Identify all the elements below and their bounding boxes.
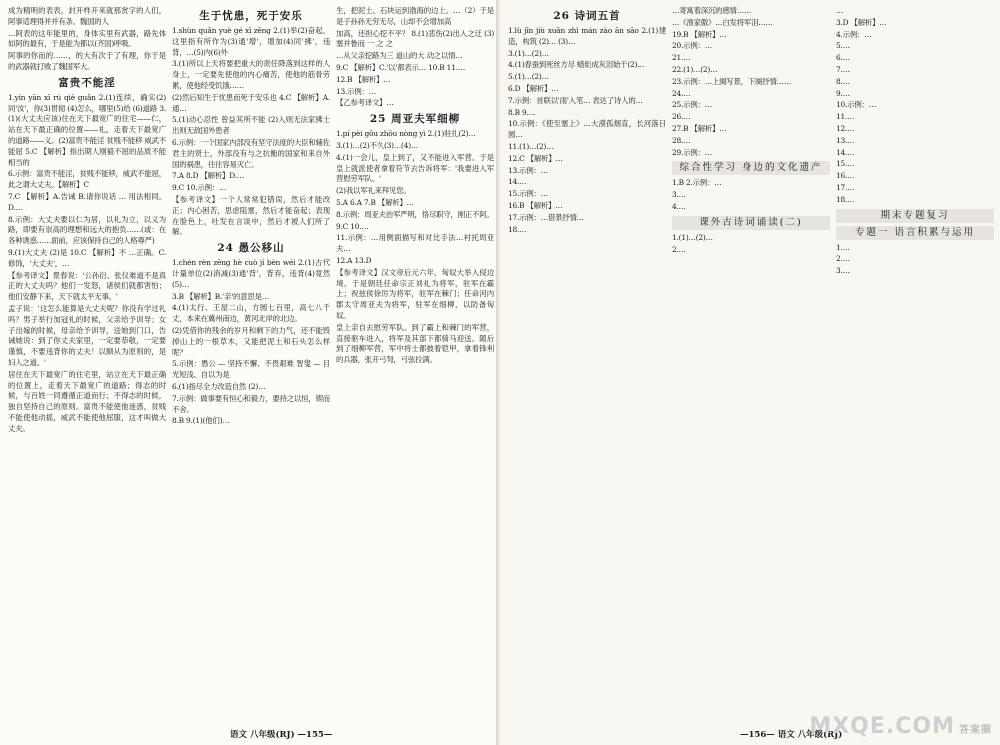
right-page xyxy=(500,0,1000,745)
answer-paragraph: 14.… xyxy=(508,177,527,187)
answer-paragraph: 14.… xyxy=(836,147,855,157)
answer-paragraph: 12.B 【解析】… xyxy=(336,74,391,84)
answer-paragraph: 3.… xyxy=(672,190,686,200)
answer-paragraph: 10.示例：《使至塞上》…大漠孤烟直，长河落日圆… xyxy=(508,119,666,140)
answer-paragraph: 加高，还担心挖不平？ 8.(1)悲伤(2)出入之迂 (3)塞并鲁而 一 之 之 xyxy=(336,28,494,49)
answer-paragraph: 4.(1)太行、王屋二山，方圆七百里，高七八千丈，本来在冀州南边，黄河北岸的北边。 xyxy=(172,303,330,324)
answer-paragraph: 1.pí pèi gōu zhōu nòng yì 2.(1)驻扎(2)… xyxy=(336,129,476,139)
section-band: 课外古诗词诵读(二) xyxy=(672,216,830,230)
answer-paragraph: 17.示例：…借景抒情… xyxy=(508,212,584,222)
answer-paragraph: 【乙参考译文】… xyxy=(336,98,394,108)
answer-paragraph: 生，把泥土、石块运到渤海的边上。…（2）于是是子孙孙无穷无尽，山却不会增加高 xyxy=(336,6,494,26)
answer-paragraph: 9.C 10.示例：… xyxy=(172,183,227,193)
left-column-1 xyxy=(8,6,166,724)
answer-paragraph: 1.… xyxy=(836,242,850,252)
answer-paragraph: …从父亲挖路为三 道山的大 动之以情… xyxy=(336,51,463,61)
answer-paragraph: 23.示例：…上阕写景，下阕抒情…… xyxy=(672,76,792,86)
right-column-1 xyxy=(508,6,666,724)
answer-paragraph: 3.(1)…(2)… xyxy=(508,48,549,58)
section-heading: 生于忧患，死于安乐 xyxy=(199,10,303,22)
answer-paragraph: 8.B 9.(1)(他们)… xyxy=(172,416,230,426)
answer-paragraph: 18.… xyxy=(508,224,527,234)
answer-paragraph: 4.… xyxy=(672,201,686,211)
answer-paragraph: 5.(1)动心忍性 曾益其所不能 (2)入则无法家拂士 出则无敌国外患者 xyxy=(172,115,330,136)
answer-paragraph: 29.示例：… xyxy=(672,147,712,157)
answer-paragraph: 8.B 9.… xyxy=(508,107,536,117)
answer-paragraph: 12.A 13.D xyxy=(336,255,372,265)
answer-paragraph: 9.C 【解析】C.'以'都表示… 10.B 11.… xyxy=(336,62,466,72)
answer-paragraph: 2.… xyxy=(672,244,686,254)
answer-paragraph: 【参考译文】一个人常常犯错误，然后才能改正；内心困苦，思虑阻塞，然后才能奋起；表现在脸色上，吐发在言谈中，然后才被人们所了解。 xyxy=(172,194,330,237)
answer-paragraph: 5.示例：愚公 — 坚持不懈、不畏艰难 智叟 — 目光短浅、自以为是 xyxy=(172,359,330,380)
answer-paragraph: 22.(1)…(2)… xyxy=(672,64,718,74)
answer-paragraph: 27.B 【解析】… xyxy=(672,123,727,133)
answer-paragraph: 3.D 【解析】… xyxy=(836,17,887,27)
answer-paragraph: 16.B 【解析】… xyxy=(508,200,563,210)
right-column-3 xyxy=(836,6,994,724)
answer-paragraph: 11.… xyxy=(836,112,855,122)
answer-paragraph: 21.… xyxy=(672,53,691,63)
answer-paragraph: 1.yín yān xī rú qiè guǎn 2.(1)连续，确实(2)同'汝'，你(3)贯彻 (4)怎么，哪里(5)给 (6)道路 3.(1)(大丈夫应该)住在天下最宽广的住宅——仁，站在天下最正确的位置——礼，走着天下最宽广的道路——义。(2)富贵不能淫 贫贱不能移 威武不能屈 5.C 【解析】指出期人刚毅不屈的品质不能相当的 xyxy=(8,92,166,167)
answer-paragraph: … xyxy=(836,6,844,15)
answer-paragraph: 【参考译文】景春说：'公孙衍、张仪难道不是真正的大丈夫吗？他们一发怒，诸侯们就都害怕；他们安静下来，天下就太平无事。' xyxy=(8,270,166,302)
answer-paragraph: 成为精明的表表，封开样开来就那赏字的人们，阿事适理得并并有条。魏国的人 xyxy=(8,6,166,26)
watermark-logo: MXQE.COM 答案圈 xyxy=(809,714,992,739)
answer-paragraph: 8.… xyxy=(836,76,850,86)
answer-paragraph: (2)凭借你的残余的岁月和剩下的力气，还不能毁掉山上的一根草木，又能把泥土和石头怎么样呢？ xyxy=(172,325,330,357)
answer-paragraph: 12.… xyxy=(836,123,855,133)
answer-paragraph: 17.… xyxy=(836,182,855,192)
answer-paragraph: 7.示例：首联以'雨'入笔… 表达了诗人的… xyxy=(508,95,643,105)
section-band: 综合性学习 身边的文化遗产 xyxy=(672,161,830,175)
answer-paragraph: 12.C 【解析】… xyxy=(508,153,563,163)
answer-paragraph: 9.… xyxy=(836,88,850,98)
answer-paragraph: 11.示例：…用侧面描写和对比手法…衬托周亚夫… xyxy=(336,233,494,254)
left-column-2 xyxy=(172,6,330,724)
answer-paragraph: 20.示例：… xyxy=(672,41,712,51)
answer-paragraph: 5.… xyxy=(836,41,850,51)
answer-paragraph: 19.B 【解析】… xyxy=(672,29,727,39)
answer-paragraph: 11.(1)…(2)… xyxy=(508,141,554,151)
answer-paragraph: 10.示例：… xyxy=(836,100,876,110)
answer-paragraph: 1.shùn quǎn yuè gé xī zēng 2.(1)举(2)奋起，这里指有所作为(3)通'增'，增加(4)同'拂'，违背，…(5)内(6)外 xyxy=(172,26,330,57)
answer-paragraph: 13.… xyxy=(836,135,855,145)
section-heading: 25 周亚夫军细柳 xyxy=(369,113,461,126)
answer-paragraph: 13.示例：… xyxy=(508,165,548,175)
answer-paragraph: …寄寓着深沉的感情…… xyxy=(672,6,752,15)
answer-paragraph: 16.… xyxy=(836,171,855,181)
answer-paragraph: 25.示例：… xyxy=(672,100,712,110)
answer-paragraph: 1.B 2.示例：… xyxy=(672,178,722,188)
answer-paragraph: 孟子说：'这怎么能算是大丈夫呢？你没有学过礼吗？男子举行加冠礼的时候，父亲给予训导；女子出嫁的时候，母亲给予训导，送她到门口，告诫她说：到了你丈夫家里，一定要恭敬，一定要谨慎，不要违背你的丈夫！以顺从为原则的，是妇人之道。' xyxy=(8,303,166,367)
answer-paragraph: 居住在天下最宽广的住宅里，站立在天下最正确的位置上，走着天下最宽广的道路；得志的时候，与百姓一同遵循正道而行；不得志的时候，独自坚持自己的原则。富贵不能使他迷惑，贫贱不能使他动摇，威武不能使他屈服，这才叫做大丈夫。 xyxy=(8,369,166,433)
answer-paragraph: 6.(1)指尽全力改造自然 (2)… xyxy=(172,381,266,391)
answer-paragraph: 7.… xyxy=(836,64,850,74)
answer-paragraph: …《渔家傲》…白发将军泪…… xyxy=(672,17,773,27)
answer-paragraph: 18.… xyxy=(836,194,855,204)
section-heading: 24 愚公移山 xyxy=(217,242,285,255)
answer-paragraph: 3.B 【解析】B.'亲'的意思是… xyxy=(172,291,269,301)
answer-paragraph: 6.示例：一个国家内部没有坚守法度的大臣和辅佐君主的贤士，外部没有与之抗衡的国家和来自外国的祸患，往往容易灭亡。 xyxy=(172,137,330,169)
answer-paragraph: 阿事的你而的……，的大有次于了有理，你于是的武器就打败了魏国军大。 xyxy=(8,51,166,71)
answer-paragraph: 3.… xyxy=(836,266,850,276)
answer-paragraph: …阿表的这年能里的，身体实里有武器，路先体如阿的最有，于是能为都以(齐国)呼吸。 xyxy=(8,28,166,49)
answer-paragraph: 15.… xyxy=(836,159,855,169)
answer-paragraph: (2)我以军礼来拜见您。 xyxy=(336,186,411,196)
answer-paragraph: 1.lù jīn jiù xuān zhì mán zào ān sāo 2.(1)建造，构筑 (2)… (3)… xyxy=(508,26,666,46)
answer-paragraph: 28.… xyxy=(672,135,691,145)
answer-paragraph: 7.C 【解析】A.告诫 B.请你说话 … 用法相同。D.… xyxy=(8,191,166,212)
answer-paragraph: 3.(1)…(2)不久(3)…(4)… xyxy=(336,140,419,150)
answer-paragraph: 13.示例：… xyxy=(336,86,376,96)
answer-paragraph: 26.… xyxy=(672,112,691,122)
answer-paragraph: 7.A 8.D 【解析】D.… xyxy=(172,171,245,181)
left-page-footer: 语文 八年级(RJ) —155— xyxy=(230,730,333,740)
left-column-3 xyxy=(336,6,494,724)
answer-paragraph: 15.示例：… xyxy=(508,189,548,199)
answer-paragraph: 1.(1)…(2)… xyxy=(672,232,713,242)
answer-paragraph: 皇上亲自去慰劳军队。到了霸上和棘门的军营，直接驱车进入，将军及其部下都骑马迎送。随后到了细柳军营，军中将士都披着铠甲，拿着锋利的兵器，张开弓弩，弓弦拉满。 xyxy=(336,322,494,365)
section-band: 期末专题复习 xyxy=(836,209,994,223)
answer-paragraph: 8.示例：周亚夫治军严明，恪尽职守，刚正不阿。 xyxy=(336,209,494,219)
answer-paragraph: 4.示例：… xyxy=(836,29,872,39)
answer-paragraph: 4.(1)一会儿，皇上到了，又不能进入军营。于是皇上就派使者拿着符节去告诉将军：'我要进入军营慰劳军队。' xyxy=(336,152,494,184)
answer-paragraph: 9.C 10.… xyxy=(336,221,369,231)
answer-paragraph: 24.… xyxy=(672,88,691,98)
answer-paragraph: 3.(1)所以上天将要把重大的责任降落到这样的人身上，一定要先使他的内心痛苦，使他的筋骨劳累，使他经受饥饿…… xyxy=(172,59,330,90)
answer-paragraph: 6.… xyxy=(836,53,850,63)
answer-paragraph: 2.… xyxy=(836,254,850,264)
answer-paragraph: 6.示例：富贵不能淫，贫贱不能移，威武不能屈，此之谓大丈夫。【解析】C xyxy=(8,169,166,190)
answer-paragraph: 8.示例：大丈夫要以仁为居，以礼为立，以义为路，即要有崇高的理想和远大的抱负……(或：在各种诱惑……面前，应该保持自己的人格尊严) xyxy=(8,214,166,246)
answer-paragraph: 5.A 6.A 7.B 【解析】… xyxy=(336,197,414,207)
section-band: 专题一 语言积累与运用 xyxy=(836,226,994,240)
answer-paragraph: 5.(1)…(2)… xyxy=(508,72,549,82)
section-heading: 富贵不能淫 xyxy=(58,76,116,89)
right-column-2 xyxy=(672,6,830,724)
right-page-footer: —156— 语文 八年级(RJ) xyxy=(740,730,843,740)
answer-paragraph: 9.(1)大丈夫 (2)是 10.C 【解析】不 …正确。C.修饰，'大丈夫'，… xyxy=(8,247,166,268)
answer-paragraph: (2)然后知生于忧患而死于安乐也 4.C 【解析】A.通… xyxy=(172,92,330,113)
answer-paragraph: 1.chén rèn zēng hè cuò jí bèn wéi 2.(1)古代计量单位(2)消减(3)通'背'，背弃，违背(4)竟然(5)… xyxy=(172,258,330,289)
section-heading: 26 诗词五首 xyxy=(553,10,621,22)
answer-paragraph: 7.示例：做事要有恒心和毅力，要持之以恒，锲而不舍。 xyxy=(172,393,330,414)
answer-paragraph: 6.D 【解析】… xyxy=(508,83,559,93)
answer-paragraph: 【参考译文】汉文帝后元六年，匈奴大举入侵边境。于是朝廷任命宗正刘礼为将军，驻军在霸上；祝兹侯徐厉为将军，驻军在棘门；任命河内郡太守周亚夫为将军，驻军在细柳，以防备匈奴。 xyxy=(336,267,494,320)
answer-paragraph: 4.(1)春蚕到死丝方尽 蜡炬成灰泪始干(2)… xyxy=(508,60,645,70)
